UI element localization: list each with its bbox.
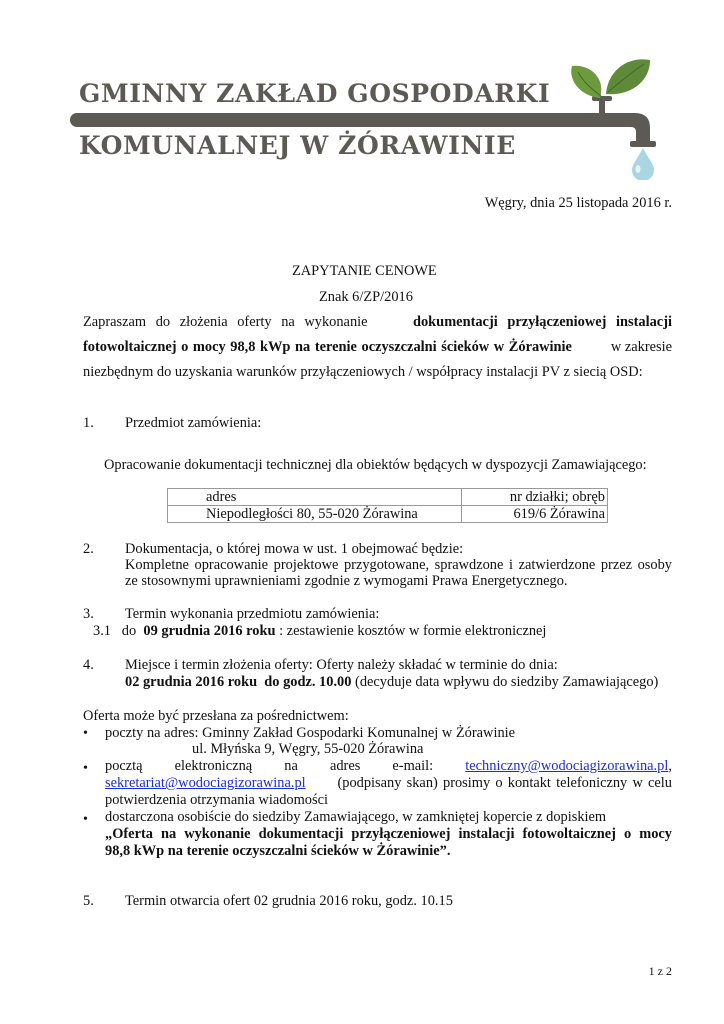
logo-title-line1: GMINNY ZAKŁAD GOSPODARKI bbox=[79, 79, 551, 108]
email-note: (podpisany skan) prosimy o kontakt telefoniczny w celu bbox=[337, 775, 672, 791]
bullet-icon: • bbox=[83, 726, 88, 741]
section-1-title: Przedmiot zamówienia: bbox=[125, 415, 262, 431]
pipe-elbow bbox=[608, 113, 650, 144]
section-4-title: Miejsce i termin złożenia oferty: Oferty należy składać w terminie do dnia: bbox=[125, 657, 558, 673]
section-3-number: 3. bbox=[83, 606, 94, 622]
section-1-number: 1. bbox=[83, 415, 94, 431]
water-drop-icon bbox=[632, 148, 654, 180]
table-cell: Niepodległości 80, 55-020 Żórawina bbox=[168, 506, 462, 523]
section-4-number: 4. bbox=[83, 657, 94, 673]
email-link-sekretariat[interactable]: sekretariat@wodociagizorawina.pl bbox=[105, 775, 306, 791]
section-5-text: Termin otwarcia ofert 02 grudnia 2016 roku, godz. 10.15 bbox=[125, 893, 453, 909]
delivery-intro: Oferta może być przesłana za pośrednictwem: bbox=[83, 708, 349, 724]
section-4-deadline-line bbox=[125, 674, 658, 691]
logo-title-line2: KOMUNALNEJ W ŻÓRAWINIE bbox=[79, 131, 516, 160]
delivery-email-line-2 bbox=[105, 775, 672, 792]
section-1-description: Opracowanie dokumentacji technicznej dla obiektów będących w dyspozycji Zamawiającego: bbox=[104, 457, 647, 473]
section-3-1 bbox=[93, 623, 546, 640]
subsection-text: : zestawienie kosztów w formie elektronicznej bbox=[279, 623, 547, 639]
email-link-techniczny[interactable]: techniczny@wodociagizorawina.pl bbox=[465, 758, 669, 774]
intro-line-2 bbox=[83, 339, 672, 356]
table-row bbox=[168, 506, 608, 523]
word: adres bbox=[329, 758, 361, 774]
pipe-leaf-graphic bbox=[60, 52, 670, 180]
delivery-post-line-1: poczty na adres: Gminny Zakład Gospodarki Komunalnej w Żórawinie bbox=[105, 725, 516, 741]
page-number: 1 z 2 bbox=[648, 964, 672, 978]
delivery-email-line-1 bbox=[105, 758, 672, 775]
address-table bbox=[167, 488, 608, 523]
subsection-do: do bbox=[121, 623, 137, 639]
company-logo bbox=[60, 52, 670, 180]
intro-line-3: niezbędnym do uzyskania warunków przyłączeniowych / współpracy instalacji PV z siecią OSD: bbox=[83, 364, 643, 380]
section-3-title: Termin wykonania przedmiotu zamówienia: bbox=[125, 606, 380, 622]
word: elektroniczną bbox=[174, 758, 253, 774]
word: e-mail: bbox=[392, 758, 434, 774]
section-2-line-2: Kompletne opracowanie projektowe przygotowane, sprawdzone i zatwierdzone przez osoby bbox=[125, 557, 672, 573]
table-header-cell: nr działki; obręb bbox=[462, 489, 608, 506]
section-2-title: Dokumentacja, o której mowa w ust. 1 obejmować będzie: bbox=[125, 541, 464, 557]
comma: , bbox=[668, 758, 672, 774]
table-header-row bbox=[168, 489, 608, 506]
reference-number: Znak 6/ZP/2016 bbox=[319, 289, 413, 305]
pipe-flange bbox=[630, 141, 656, 147]
delivery-personal-line-3: 98,8 kWp na terenie oczyszczalni ścieków w Żórawinie”. bbox=[105, 843, 451, 859]
offer-deadline: 02 grudnia 2016 roku do godz. 10.00 bbox=[125, 674, 352, 690]
subsection-number: 3.1 bbox=[93, 623, 111, 639]
intro-text: Zapraszam do złożenia oferty na wykonanie bbox=[83, 314, 368, 330]
section-5-number: 5. bbox=[83, 893, 94, 909]
completion-date: 09 grudnia 2016 roku bbox=[143, 623, 276, 639]
table-header-cell: adres bbox=[168, 489, 462, 506]
table-cell: 619/6 Żórawina bbox=[462, 506, 608, 523]
bullet-icon: • bbox=[83, 812, 88, 827]
delivery-personal-line-2: „Oferta na wykonanie dokumentacji przyłączeniowej instalacji fotowoltaicznej o mocy bbox=[105, 826, 672, 842]
intro-text-2: w zakresie bbox=[610, 339, 672, 355]
delivery-email-line-3: potwierdzenia otrzymania wiadomości bbox=[105, 792, 328, 808]
pipe-bar bbox=[70, 113, 618, 127]
place-date: Węgry, dnia 25 listopada 2016 r. bbox=[484, 195, 672, 211]
document-heading: ZAPYTANIE CENOWE bbox=[292, 263, 437, 279]
intro-bold: dokumentacji przyłączeniowej instalacji bbox=[412, 314, 672, 330]
section-2-line-3: ze stosownymi uprawnieniami zgodnie z wymogami Prawa Energetycznego. bbox=[125, 573, 568, 589]
word: na bbox=[284, 758, 298, 774]
intro-line-1 bbox=[83, 314, 672, 331]
delivery-post-line-2: ul. Młyńska 9, Węgry, 55-020 Żórawina bbox=[192, 741, 424, 757]
section-2-number: 2. bbox=[83, 541, 94, 557]
word: pocztą bbox=[105, 758, 143, 774]
deadline-note: (decyduje data wpływu do siedziby Zamawiającego) bbox=[355, 674, 659, 690]
intro-bold-2: fotowoltaicznej o mocy 98,8 kWp na terenie oczyszczalni ścieków w Żórawinie bbox=[83, 339, 572, 355]
bullet-icon: • bbox=[83, 761, 88, 776]
delivery-personal-line-1: dostarczona osobiście do siedziby Zamawiającego, w zamkniętej kopercie z dopiskiem bbox=[105, 809, 607, 825]
